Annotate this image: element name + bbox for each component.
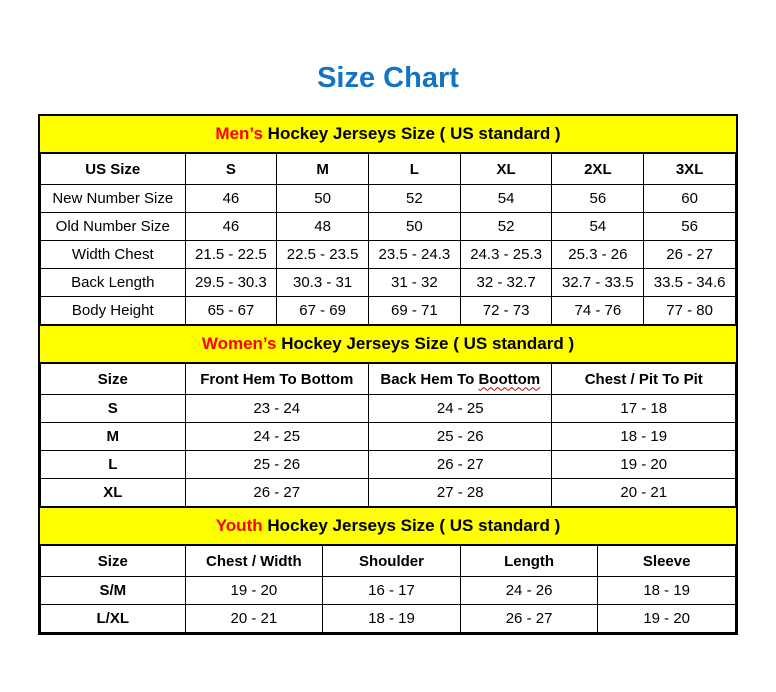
size-value-cell: 31 - 32 [369, 269, 461, 297]
size-value-cell: 24 - 25 [369, 395, 552, 423]
size-value-cell: 46 [185, 213, 277, 241]
section-title-text: Hockey Jerseys Size ( US standard ) [262, 124, 561, 143]
size-value-cell: 67 - 69 [277, 297, 369, 325]
column-header [598, 546, 736, 577]
size-value-cell: 26 - 27 [185, 479, 368, 507]
size-value-cell: 56 [552, 185, 644, 213]
column-header-label: 2XL [584, 160, 612, 178]
size-value-cell: 46 [185, 185, 277, 213]
section-title-womens [40, 325, 736, 363]
column-header [552, 154, 644, 185]
column-header [41, 364, 186, 395]
size-value-cell: 74 - 76 [552, 297, 644, 325]
column-header-label: Size [97, 370, 128, 388]
row-label: New Number Size [41, 185, 186, 213]
size-value-cell: 24.3 - 25.3 [460, 241, 552, 269]
section-title-accent: Men’s [215, 124, 263, 143]
column-header-label: Size [97, 552, 128, 570]
size-value-cell: 32 - 32.7 [460, 269, 552, 297]
size-value-cell: 17 - 18 [552, 395, 736, 423]
column-header-label: Length [504, 552, 555, 570]
table-row [41, 605, 736, 633]
column-header-label: S [225, 160, 236, 178]
size-value-cell: 23 - 24 [185, 395, 368, 423]
size-value-cell: 24 - 26 [460, 577, 598, 605]
womens-size-table [40, 363, 736, 507]
size-value-cell: 52 [460, 213, 552, 241]
column-header-label: US Size [85, 160, 141, 178]
column-header [323, 546, 461, 577]
table-row [41, 213, 736, 241]
size-value-cell: 69 - 71 [369, 297, 461, 325]
column-header [552, 364, 736, 395]
size-value-cell: 29.5 - 30.3 [185, 269, 277, 297]
column-header [277, 154, 369, 185]
header-row [41, 364, 736, 395]
size-value-cell: 52 [369, 185, 461, 213]
table-row [41, 479, 736, 507]
size-value-cell: 18 - 19 [323, 605, 461, 633]
column-header [460, 546, 598, 577]
size-value-cell: 18 - 19 [552, 423, 736, 451]
size-value-cell: 26 - 27 [644, 241, 736, 269]
section-title-mens [40, 116, 736, 153]
section-title-text: Hockey Jerseys Size ( US standard ) [262, 516, 561, 535]
section-title-text: Hockey Jerseys Size ( US standard ) [276, 334, 575, 353]
column-header-label: XL [496, 160, 516, 178]
size-value-cell: 54 [460, 185, 552, 213]
misspelled-word: Boottom [478, 370, 541, 388]
size-value-cell: 50 [369, 213, 461, 241]
row-label: Body Height [41, 297, 186, 325]
size-value-cell: 16 - 17 [323, 577, 461, 605]
size-value-cell: 26 - 27 [460, 605, 598, 633]
column-header-label: L [409, 160, 419, 178]
size-value-cell: 33.5 - 34.6 [644, 269, 736, 297]
size-value-cell: 26 - 27 [369, 451, 552, 479]
table-row [41, 269, 736, 297]
size-value-cell: 25 - 26 [369, 423, 552, 451]
size-value-cell: 60 [644, 185, 736, 213]
size-value-cell: 48 [277, 213, 369, 241]
row-label: Width Chest [41, 241, 186, 269]
column-header [185, 364, 368, 395]
table-row [41, 185, 736, 213]
section-title-accent: Youth [215, 516, 263, 535]
size-value-cell: 21.5 - 22.5 [185, 241, 277, 269]
mens-size-table [40, 153, 736, 325]
table-row [41, 241, 736, 269]
size-value-cell: 19 - 20 [552, 451, 736, 479]
row-label: Back Length [41, 269, 186, 297]
size-value-cell: 22.5 - 23.5 [277, 241, 369, 269]
size-value-cell: 65 - 67 [185, 297, 277, 325]
size-chart-tables [38, 114, 738, 635]
table-row [41, 423, 736, 451]
column-header [644, 154, 736, 185]
size-value-cell: 19 - 20 [598, 605, 736, 633]
size-value-cell: 27 - 28 [369, 479, 552, 507]
table-row [41, 451, 736, 479]
section-title-accent: Women’s [201, 334, 277, 353]
column-header-label: Chest / Width [206, 552, 302, 570]
size-value-cell: 56 [644, 213, 736, 241]
column-header [41, 154, 186, 185]
size-value-cell: 24 - 25 [185, 423, 368, 451]
column-header-label: Sleeve [642, 552, 691, 570]
column-header-label: Chest / Pit To Pit [584, 370, 703, 388]
column-header-label: Back Hem To [380, 370, 479, 388]
column-header-label: Shoulder [358, 552, 424, 570]
row-label: M [41, 423, 186, 451]
table-row [41, 297, 736, 325]
table-row [41, 395, 736, 423]
header-row [41, 546, 736, 577]
column-header [369, 154, 461, 185]
row-label: L [41, 451, 186, 479]
header-row [41, 154, 736, 185]
size-value-cell: 19 - 20 [185, 577, 323, 605]
section-title-youth [40, 507, 736, 545]
size-value-cell: 30.3 - 31 [277, 269, 369, 297]
size-value-cell: 25.3 - 26 [552, 241, 644, 269]
row-label: Old Number Size [41, 213, 186, 241]
row-label: XL [41, 479, 186, 507]
column-header-label: M [316, 160, 329, 178]
column-header-label: Front Hem To Bottom [200, 370, 354, 388]
column-header [41, 546, 186, 577]
size-value-cell: 32.7 - 33.5 [552, 269, 644, 297]
table-row [41, 577, 736, 605]
row-label: S [41, 395, 186, 423]
column-header [460, 154, 552, 185]
column-header [185, 154, 277, 185]
youth-size-table [40, 545, 736, 633]
size-value-cell: 72 - 73 [460, 297, 552, 325]
size-value-cell: 18 - 19 [598, 577, 736, 605]
page-title: Size Chart [317, 62, 459, 94]
column-header [185, 546, 323, 577]
size-value-cell: 20 - 21 [185, 605, 323, 633]
size-value-cell: 77 - 80 [644, 297, 736, 325]
size-value-cell: 50 [277, 185, 369, 213]
size-value-cell: 25 - 26 [185, 451, 368, 479]
column-header-label: 3XL [675, 160, 704, 178]
row-label: L/XL [41, 605, 186, 633]
size-value-cell: 20 - 21 [552, 479, 736, 507]
row-label: S/M [41, 577, 186, 605]
size-value-cell: 23.5 - 24.3 [369, 241, 461, 269]
size-value-cell: 54 [552, 213, 644, 241]
column-header [369, 364, 552, 395]
